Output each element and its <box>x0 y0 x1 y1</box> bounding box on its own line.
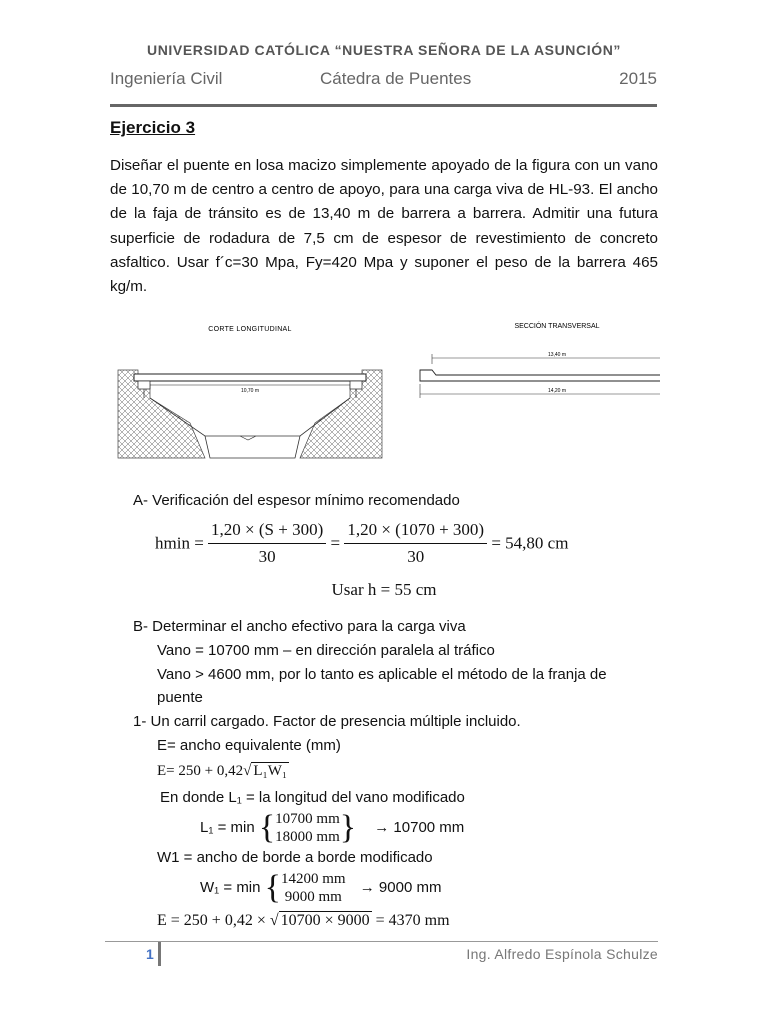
w1-option-1: 14200 mm <box>280 871 346 888</box>
footer-rule <box>105 941 658 942</box>
header-department: Ingeniería Civil <box>110 69 223 88</box>
w1-options <box>281 870 346 906</box>
longitudinal-section <box>118 370 382 458</box>
bridge-drawing <box>110 318 660 478</box>
fraction-2-denominator: 30 <box>407 547 425 566</box>
footer-author: Ing. Alfredo Espínola Schulze <box>466 946 658 962</box>
e-final-prefix: E = 250 + 0,42 × <box>157 912 266 929</box>
transverse-section <box>420 354 660 398</box>
l1-options <box>275 810 340 846</box>
e-definition: E= ancho equivalente (mm) <box>157 737 341 754</box>
l1-min: L₁ = min { 10700 mm 18000 mm } → 10700 mm <box>200 809 465 847</box>
fraction-1-numerator: 1,20 × (S + 300) <box>208 520 326 544</box>
exercise-statement: Diseñar el puente en losa macizo simplemente apoyado de la figura con un vano de 10,70 m de centro a centro de apoyo, para una carga viva de HL-93. El ancho de la faja de tránsito es de 13,40 m de barrera a barrera. Admitir una futura superficie de rodadura de 7,5 cm de espesor de revestimiento de concreto asfaltico. Usar f´c=30 Mpa, Fy=420 Mpa y suponer el peso de la barrera 465 kg/m. <box>110 157 658 296</box>
transversal-dim-bottom: 14,20 m <box>547 388 567 394</box>
e-formula: E= 250 + 0,42√ L₁W₁ <box>157 763 288 779</box>
section-b-title: B- Determinar el ancho efectivo para la carga viva <box>133 618 466 635</box>
section-b-line-3: puente <box>157 689 203 706</box>
w1-definition: W1 = ancho de borde a borde modificado <box>157 849 433 866</box>
hmin-equation <box>155 520 568 567</box>
l1-option-1: 10700 mm <box>275 811 340 828</box>
l1-label: L₁ = min <box>200 819 255 837</box>
header-course: Cátedra de Puentes <box>320 69 472 88</box>
page-number-bar <box>158 942 161 966</box>
usar-h: Usar h = 55 cm <box>331 580 437 599</box>
l1-result: → 10700 mm <box>374 819 465 837</box>
header-year: 2015 <box>619 69 657 88</box>
equals-sign: = <box>330 533 341 553</box>
w1-option-2: 9000 mm <box>284 889 342 906</box>
university-name: UNIVERSIDAD CATÓLICA “NUESTRA SEÑORA DE LA ASUNCIÓN” <box>146 42 622 58</box>
e-final-result: = 4370 mm <box>375 912 450 929</box>
l1-option-2: 18000 mm <box>275 829 340 846</box>
hmin-fraction-2 <box>344 520 487 567</box>
hmin-fraction-1 <box>208 520 326 567</box>
l1-definition: En donde L₁ = la longitud del vano modificado <box>160 789 465 806</box>
section-a-title: A- Verificación del espesor mínimo recomendado <box>133 492 460 509</box>
exercise-title: Ejercicio 3 <box>110 118 196 137</box>
fraction-2-numerator: 1,20 × (1070 + 300) <box>344 520 487 544</box>
w1-min: W₁ = min { 14200 mm 9000 mm → 9000 mm <box>200 869 442 907</box>
page-number: 1 <box>146 946 154 962</box>
longitudinal-span-label: 10,70 m <box>240 388 260 394</box>
bridge-figure <box>110 318 660 478</box>
w1-label: W₁ = min <box>200 879 261 897</box>
e-final-sqrt: 10700 × 9000 <box>280 912 370 929</box>
section-1-title: 1- Un carril cargado. Factor de presencia múltiple incluido. <box>133 713 521 730</box>
header-rule <box>110 104 657 107</box>
transversal-dim-top: 13,40 m <box>547 352 567 358</box>
w1-result: → 9000 mm <box>359 879 442 897</box>
hmin-lhs: hmin = <box>155 533 204 553</box>
e-formula-prefix: E= 250 + 0,42 <box>157 763 244 779</box>
e-formula-sqrt: L₁W₁ <box>253 763 288 779</box>
e-final-formula: E = 250 + 0,42 × √ 10700 × 9000 = 4370 mm <box>157 912 450 929</box>
section-b-line-1: Vano = 10700 mm – en dirección paralela al tráfico <box>157 642 495 659</box>
transversal-title: SECCIÓN TRANSVERSAL <box>514 323 600 330</box>
longitudinal-title: CORTE LONGITUDINAL <box>208 326 292 333</box>
section-b-line-2: Vano > 4600 mm, por lo tanto es aplicable el método de la franja de <box>157 666 607 683</box>
fraction-1-denominator: 30 <box>258 547 276 566</box>
hmin-result: = 54,80 cm <box>491 533 569 553</box>
